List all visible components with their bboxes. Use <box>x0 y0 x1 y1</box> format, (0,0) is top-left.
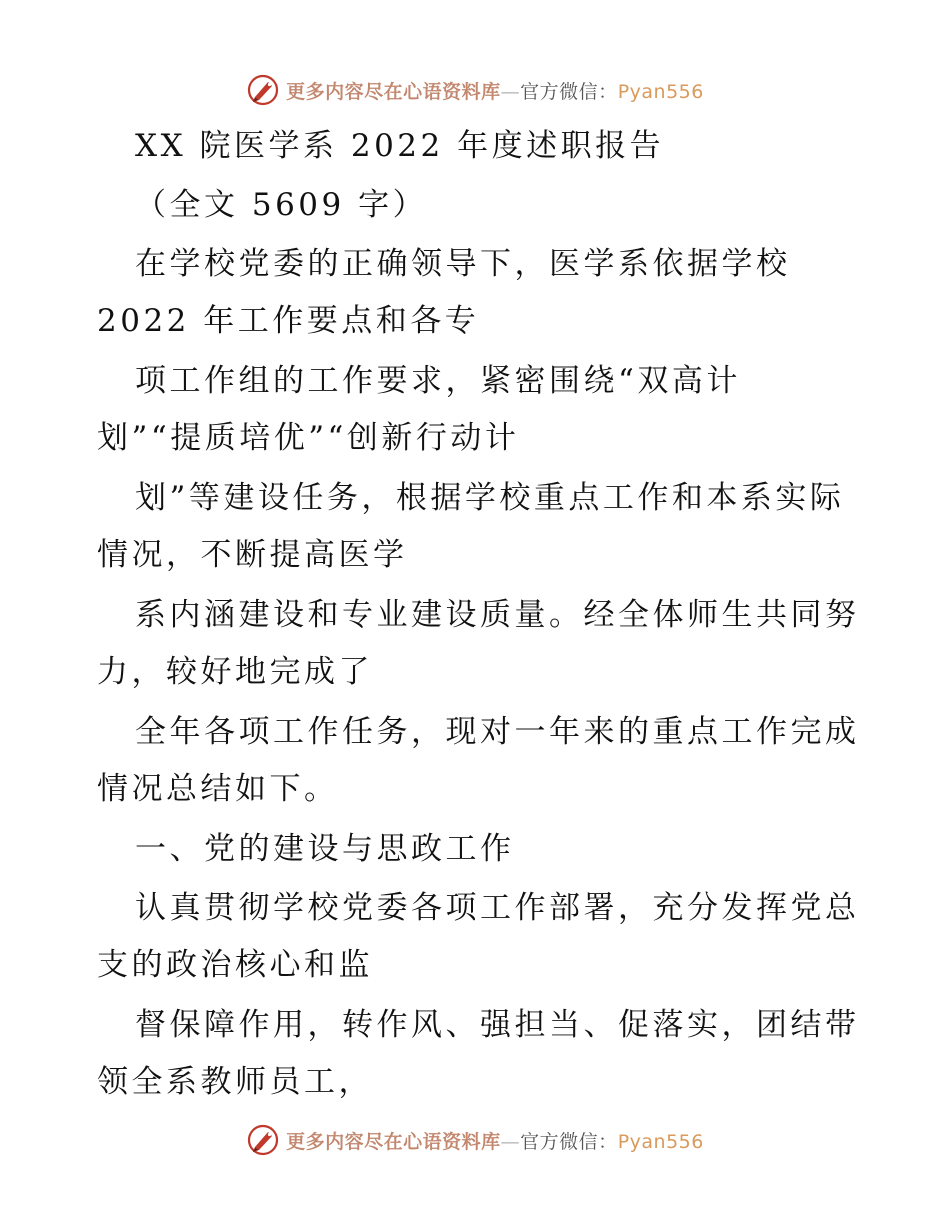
watermark-dash: — <box>500 80 521 103</box>
watermark-text <box>286 1127 704 1154</box>
paragraph-line: 系内涵建设和专业建设质量。经全体师生共同努 <box>135 597 860 633</box>
paragraph-line: 划”等建设任务，根据学校重点工作和本系实际 <box>135 480 845 516</box>
watermark-id: Pyan556 <box>617 80 704 103</box>
watermark-label: 官方微信： <box>520 1130 618 1153</box>
word-count: （全文 5609 字） <box>135 187 428 223</box>
paragraph-line: 划”“提质培优”“创新行动计 <box>97 420 520 456</box>
pen-logo-icon <box>246 73 280 107</box>
watermark-label: 官方微信： <box>520 80 618 103</box>
watermark-footer <box>0 1122 950 1158</box>
paragraph-line: 全年各项工作任务，现对一年来的重点工作完成 <box>135 714 860 750</box>
watermark-brand: 更多内容尽在心语资料库 <box>286 1130 501 1153</box>
paragraph-line: 认真贯彻学校党委各项工作部署，充分发挥党总 <box>135 890 860 926</box>
paragraph-line: 项工作组的工作要求，紧密围绕“双高计 <box>135 363 741 399</box>
paragraph-line: 2022 年工作要点和各专 <box>97 303 480 339</box>
watermark-header <box>0 72 950 108</box>
paragraph-line: 督保障作用，转作风、强担当、促落实，团结带 <box>135 1007 860 1043</box>
watermark-brand: 更多内容尽在心语资料库 <box>286 80 501 103</box>
pen-logo-icon <box>246 1123 280 1157</box>
paragraph-line: 在学校党委的正确领导下，医学系依据学校 <box>135 246 791 282</box>
paragraph-line: 支的政治核心和监 <box>97 947 373 983</box>
watermark-id: Pyan556 <box>617 1130 704 1153</box>
document-title: XX 院医学系 2022 年度述职报告 <box>135 128 665 164</box>
watermark-text <box>286 77 704 104</box>
paragraph-line: 情况总结如下。 <box>97 771 339 807</box>
paragraph-line: 领全系教师员工， <box>97 1064 373 1100</box>
watermark-dash: — <box>500 1130 521 1153</box>
paragraph-line: 力，较好地完成了 <box>97 654 373 690</box>
paragraph-line: 情况，不断提高医学 <box>97 537 408 573</box>
section-heading: 一、党的建设与思政工作 <box>135 831 515 867</box>
